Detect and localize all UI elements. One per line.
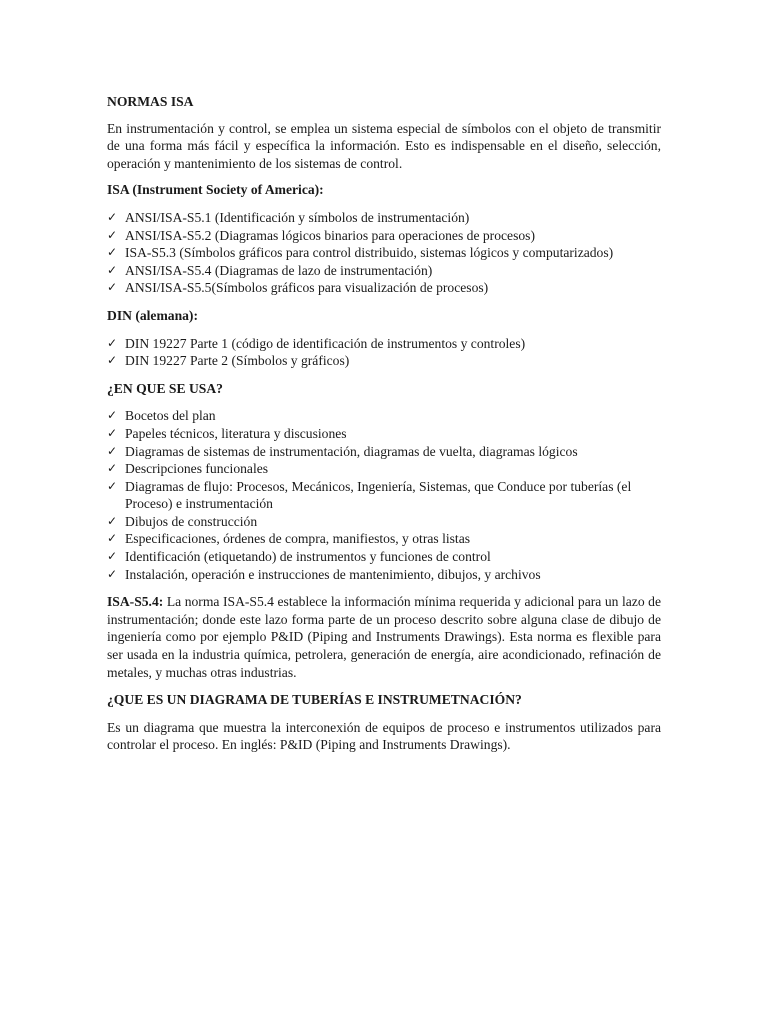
check-icon: ✓ [107,513,118,528]
check-icon: ✓ [107,408,118,423]
list-item: ✓ ANSI/ISA-S5.2 (Diagramas lógicos binarios para operaciones de procesos) [107,227,535,243]
list-item: ✓ Bocetos del plan [107,408,216,424]
check-icon: ✓ [107,280,118,295]
intro-paragraph: En instrumentación y control, se emplea un sistema especial de símbolos con el objeto de transmitir de una forma más fácil y específica la información. Esto es indispensable en el diseño, selección, operación y mantenimiento de los sistemas de control. [107,120,661,171]
heading-din: DIN (alemana): [107,307,198,323]
pid-paragraph: Es un diagrama que muestra la interconexión de equipos de proceso e instrumentos utilizados para controlar el proceso. En inglés: P&ID (Piping and Instruments Drawings). [107,719,661,753]
check-icon: ✓ [107,531,118,546]
check-icon: ✓ [107,209,118,224]
list-item: ✓ ISA-S5.3 (Símbolos gráficos para control distribuido, sistemas lógicos y computarizados) [107,245,614,261]
s54-label: ISA-S5.4: [107,594,164,610]
check-icon: ✓ [107,478,118,493]
check-icon: ✓ [107,245,118,260]
check-icon: ✓ [107,227,118,242]
document-page [107,93,661,754]
list-item: ✓ ANSI/ISA-S5.4 (Diagramas de lazo de instrumentación) [107,262,433,278]
check-icon: ✓ [107,549,118,564]
list-item: ✓ Descripciones funcionales [107,461,269,477]
heading-pid: ¿QUE ES UN DIAGRAMA DE TUBERÍAS E INSTRUMETNACIÓN? [107,692,522,708]
check-icon: ✓ [107,425,118,440]
list-item: ✓ Diagramas de sistemas de instrumentación, diagramas de vuelta, diagramas lógicos [107,443,578,459]
list-item: ✓ Papeles técnicos, literatura y discusiones [107,425,347,441]
s54-text: La norma ISA-S5.4 establece la información mínima requerida y adicional para un lazo de instrumentación; donde este lazo forma parte de un proceso descrito sobre alguna clase de dibujo de ingeniería como por ejemplo P&ID (Piping and Instruments Drawings). Esta norma es flexible para ser usada en la industria química, petrolera, generación de energía, aire acondicionado, refinación de metales, y muchas otras industrias. [107,594,661,680]
check-icon: ✓ [107,566,118,581]
heading-uso: ¿EN QUE SE USA? [107,380,223,396]
list-item: ✓ Instalación, operación e instrucciones de mantenimiento, dibujos, y archivos [107,566,541,582]
uso-list [107,407,661,583]
list-item: ✓ DIN 19227 Parte 2 (Símbolos y gráficos) [107,353,350,369]
list-item: ✓ Identificación (etiquetando) de instrumentos y funciones de control [107,549,491,565]
list-item: ✓ Dibujos de construcción [107,513,258,529]
check-icon: ✓ [107,353,118,368]
title-normas-isa: NORMAS ISA [107,94,194,109]
check-icon: ✓ [107,262,118,277]
check-icon: ✓ [107,461,118,476]
list-item: ✓ ANSI/ISA-S5.5(Símbolos gráficos para visualización de procesos) [107,280,489,296]
isa-list [107,209,661,297]
din-list [107,335,661,370]
list-item: ✓ ANSI/ISA-S5.1 (Identificación y símbolos de instrumentación) [107,209,470,225]
check-icon: ✓ [107,443,118,458]
list-item: ✓ Diagramas de flujo: Procesos, Mecánicos, Ingeniería, Sistemas, que Conduce por tuberías (el Proceso) e instrumentación [107,478,632,512]
heading-isa: ISA (Instrument Society of America): [107,182,324,198]
list-item: ✓ Especificaciones, órdenes de compra, manifiestos, y otras listas [107,531,471,547]
s54-paragraph [107,593,661,681]
list-item: ✓ DIN 19227 Parte 1 (código de identificación de instrumentos y controles) [107,335,526,351]
check-icon: ✓ [107,335,118,350]
